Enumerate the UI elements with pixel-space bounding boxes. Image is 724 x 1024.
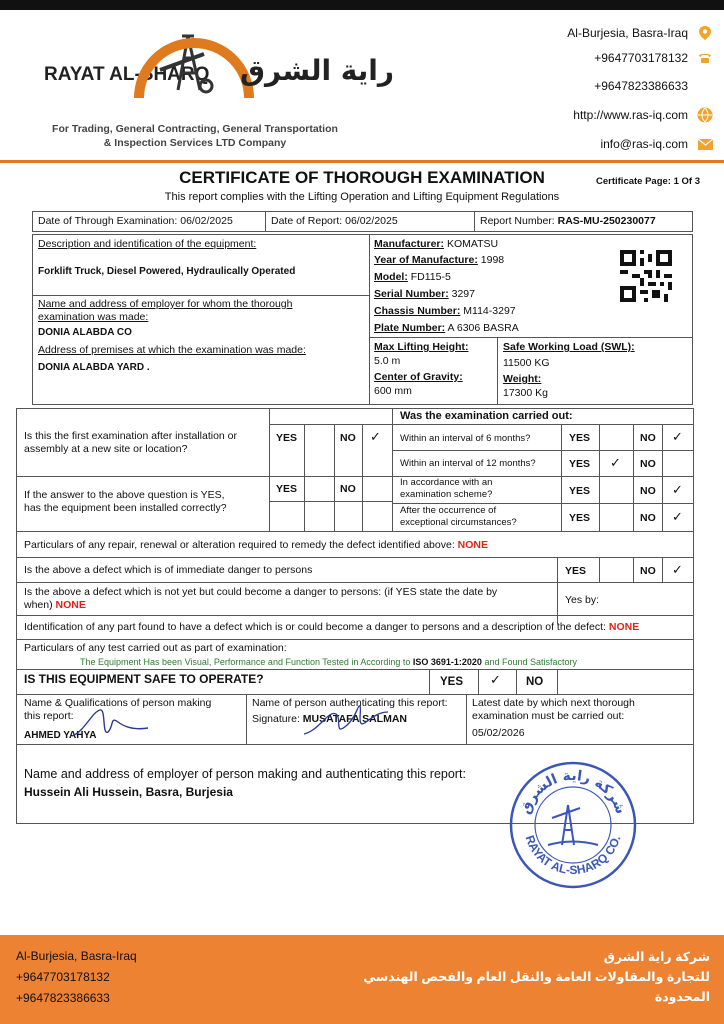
certificate-page: Certificate Page: 1 Of 3 (596, 176, 701, 187)
q2-no: NO (340, 483, 356, 495)
defect-identification: Identification of any part found to have a defect which is or could become a danger to persons and a description of the defect: NONE (24, 621, 640, 633)
company-stamp (508, 760, 638, 890)
globe-icon (698, 108, 712, 122)
logo-text-ar: راية الشرق (240, 54, 395, 87)
footer-ltd-ar: المحدودة (654, 990, 710, 1004)
c3-yes: YES (569, 485, 591, 497)
center-of-gravity-label: Center of Gravity: (374, 371, 463, 383)
c2-yes-check: ✓ (610, 455, 621, 470)
safe-yes-check: ✓ (490, 672, 501, 687)
c3-no: NO (640, 485, 656, 497)
criterion-12-months: Within an interval of 12 months? (400, 458, 536, 469)
equipment-desc-value: Forklift Truck, Diesel Powered, Hydraulically Operated (38, 266, 296, 277)
employer-value: DONIA ALABDA CO (38, 327, 132, 338)
handwritten-signature-1 (70, 706, 150, 740)
company-tagline: For Trading, General Contracting, General Transportation & Inspection Services LTD Company (52, 123, 338, 149)
criterion-exceptional: After the occurrence of exceptional circumstances? (400, 505, 517, 528)
svg-text:RAYAT AL-SHARQ CO.: RAYAT AL-SHARQ CO. (522, 833, 624, 878)
c2-yes: YES (569, 458, 591, 470)
qr-code-icon (620, 250, 672, 302)
c4-yes: YES (569, 512, 591, 524)
c3-no-check: ✓ (672, 482, 683, 497)
danger-yes: YES (565, 565, 587, 577)
question-first-exam: Is this the first examination after installation or assembly at a new site or location? (24, 430, 238, 455)
safe-no: NO (526, 676, 544, 688)
question-installed-correctly: If the answer to the above question is YES, has the equipment been installed correctly? (24, 489, 227, 514)
tests-description: The Equipment Has been Visual, Performance and Function Tested in According to ISO 3691-1:2020 and Found Satisfactory (80, 657, 578, 667)
contact-website[interactable]: http://www.ras-iq.com (512, 104, 712, 126)
exam-date: Date of Through Examination: 06/02/2025 (38, 215, 233, 227)
contact-email[interactable]: info@ras-iq.com (512, 133, 712, 155)
manufacturer: Manufacturer: KOMATSU (374, 238, 499, 250)
immediate-danger-question: Is the above a defect which is of immediate danger to persons (24, 564, 313, 576)
footer-phone-2[interactable]: +9647823386633 (16, 991, 110, 1005)
future-danger-question: Is the above a defect which is not yet but could become a danger to persons: (if YES state the date by when) NONE (24, 586, 498, 611)
envelope-icon (698, 137, 712, 151)
equipment-desc-label: Description and identification of the equipment: (38, 238, 257, 250)
report-maker-label: Name & Qualifications of person making this report: (24, 697, 212, 722)
max-lifting-height-label: Max Lifting Height: (374, 341, 469, 353)
safe-to-operate-question: IS THIS EQUIPMENT SAFE TO OPERATE? (24, 672, 264, 686)
report-number: Report Number: RAS-MU-250230077 (480, 215, 656, 227)
report-date: Date of Report: 06/02/2025 (271, 215, 398, 227)
center-of-gravity: 600 mm (374, 385, 412, 397)
repair-row: Particulars of any repair, renewal or alteration required to remedy the defect identified above: NONE (24, 539, 489, 551)
weight-label: Weight: (503, 373, 542, 385)
next-exam-label: Latest date by which next thorough examination must be carried out: (472, 697, 635, 722)
q1-yes: YES (276, 432, 298, 444)
swl-value: 11500 KG (503, 357, 550, 369)
header-divider (0, 160, 724, 163)
footer-address: Al-Burjesia, Basra-Iraq (16, 949, 137, 963)
model: Model: FD115-5 (374, 271, 451, 283)
year-of-manufacture: Year of Manufacture: 1998 (374, 254, 505, 266)
footer-company-ar: شركة راية الشرق (603, 950, 710, 964)
contact-phone-2[interactable]: +9647823386633 (594, 79, 688, 93)
handwritten-signature-2 (300, 700, 390, 740)
weight-value: 17300 Kg (503, 387, 548, 399)
employer-of-reporter-label: Name and address of employer of person making and authenticating this report: (24, 767, 466, 781)
q1-no-check: ✓ (370, 429, 381, 444)
c1-no-check: ✓ (672, 429, 683, 444)
employer-of-reporter-value: Hussein Ali Hussein, Basra, Burjesia (24, 785, 233, 799)
authenticator-label: Name of person authenticating this report: (252, 697, 448, 709)
top-bar (0, 0, 724, 10)
c1-yes: YES (569, 432, 591, 444)
premises-label: Address of premises at which the examination was made: (38, 344, 306, 356)
certificate-title: CERTIFICATE OF THOROUGH EXAMINATION (179, 168, 545, 187)
stamp-derrick-icon (548, 805, 598, 845)
c2-no: NO (640, 458, 656, 470)
next-exam-date: 05/02/2026 (472, 727, 525, 739)
criterion-6-months: Within an interval of 6 months? (400, 433, 531, 444)
swl-label: Safe Working Load (SWL): (503, 341, 635, 353)
contact-address: Al-Burjesia, Basra-Iraq (512, 22, 712, 44)
contact-phone-1[interactable]: +9647703178132 (512, 47, 712, 69)
criterion-scheme: In accordance with an examination scheme? (400, 477, 493, 500)
max-lifting-height: 5.0 m (374, 355, 401, 367)
q2-yes: YES (276, 483, 298, 495)
plate-number: Plate Number: A 6306 BASRA (374, 322, 519, 334)
carried-out-header: Was the examination carried out: (400, 410, 573, 422)
location-pin-icon (698, 26, 712, 40)
yes-by: Yes by: (565, 594, 600, 606)
danger-no-check: ✓ (672, 562, 683, 577)
serial-number: Serial Number: 3297 (374, 288, 475, 300)
logo-text-en: RAYAT AL-SHARQ (44, 64, 210, 85)
authenticator-signature: Signature: MUSATAFA SALMAN (252, 713, 408, 725)
employer-label: Name and address of employer for whom the thorough (38, 298, 293, 310)
chassis-number: Chassis Number: M114-3297 (374, 305, 516, 317)
footer-activity-ar: للتجارة والمقاولات العامة والنقل العام والفحص الهندسي (363, 970, 710, 984)
c1-no: NO (640, 432, 656, 444)
q1-no: NO (340, 432, 356, 444)
svg-text:شركة راية الشرق: شركة راية الشرق (517, 767, 629, 817)
c4-no-check: ✓ (672, 509, 683, 524)
premises-value: DONIA ALABDA YARD . (38, 362, 150, 373)
tests-label: Particulars of any test carried out as part of examination: (24, 642, 287, 654)
certificate-subtitle: This report complies with the Lifting Operation and Lifting Equipment Regulations (164, 191, 560, 203)
c4-no: NO (640, 512, 656, 524)
report-maker-name: AHMED YAHYA (24, 730, 97, 741)
footer (0, 935, 724, 1024)
safe-yes: YES (440, 676, 464, 688)
danger-no: NO (640, 565, 656, 577)
phone-icon (698, 51, 712, 65)
footer-phone-1[interactable]: +9647703178132 (16, 970, 110, 984)
company-logo (44, 28, 395, 98)
